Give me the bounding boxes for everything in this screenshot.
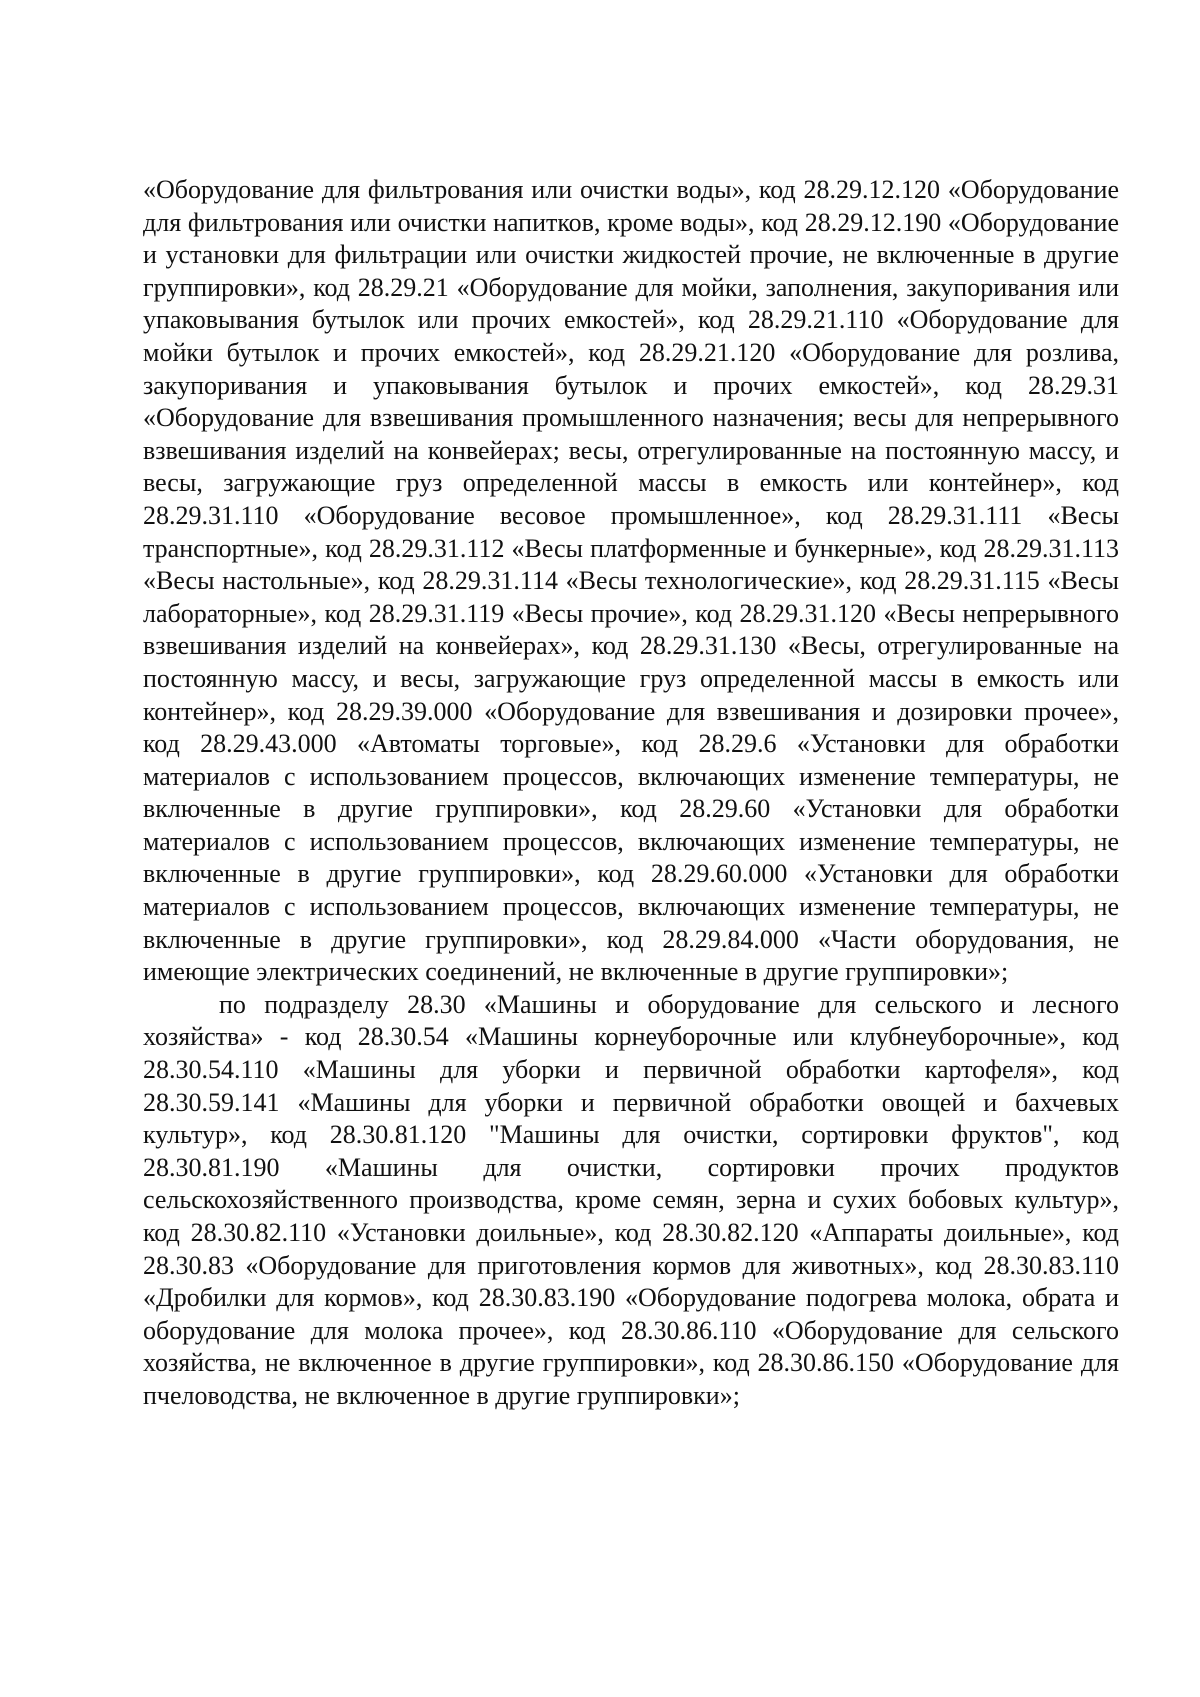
document-body xyxy=(143,174,1119,1413)
paragraph-equipment-list: «Оборудование для фильтрования или очистки воды», код 28.29.12.120 «Оборудование для фильтрования или очистки напитков, кроме воды», код 28.29.12.190 «Оборудование и установки для фильтрации или очистки жидкостей прочие, не включенные в другие группировки», код 28.29.21 «Оборудование для мойки, заполнения, закупоривания или упаковывания бутылок или прочих емкостей», код 28.29.21.110 «Оборудование для мойки бутылок и прочих емкостей», код 28.29.21.120 «Оборудование для розлива, закупоривания и упаковывания бутылок и прочих емкостей», код 28.29.31 «Оборудование для взвешивания промышленного назначения; весы для непрерывного взвешивания изделий на конвейерах; весы, отрегулированные на постоянную массу, и весы, загружающие груз определенной массы в емкость или контейнер», код 28.29.31.110 «Оборудование весовое промышленное», код 28.29.31.111 «Весы транспортные», код 28.29.31.112 «Весы платформенные и бункерные», код 28.29.31.113 «Весы настольные», код 28.29.31.114 «Весы технологические», код 28.29.31.115 «Весы лабораторные», код 28.29.31.119 «Весы прочие», код 28.29.31.120 «Весы непрерывного взвешивания изделий на конвейерах», код 28.29.31.130 «Весы, отрегулированные на постоянную массу, и весы, загружающие груз определенной массы в емкость или контейнер», код 28.29.39.000 «Оборудование для взвешивания и дозировки прочее», код 28.29.43.000 «Автоматы торговые», код 28.29.6 «Установки для обработки материалов с использованием процессов, включающих изменение температуры, не включенные в другие группировки», код 28.29.60 «Установки для обработки материалов с использованием процессов, включающих изменение температуры, не включенные в другие группировки», код 28.29.60.000 «Установки для обработки материалов с использованием процессов, включающих изменение температуры, не включенные в другие группировки», код 28.29.84.000 «Части оборудования, не имеющие электрических соединений, не включенные в другие группировки»; xyxy=(143,175,1119,987)
paragraph-subsection-28-30: по подразделу 28.30 «Машины и оборудование для сельского и лесного хозяйства» - код 28.30.54 «Машины корнеуборочные или клубнеуборочные», код 28.30.54.110 «Машины для уборки и первичной обработки картофеля», код 28.30.59.141 «Машины для уборки и первичной обработки овощей и бахчевых культур», код 28.30.81.120 "Машины для очистки, сортировки фруктов", код 28.30.81.190 «Машины для очистки, сортировки прочих продуктов сельскохозяйственного производства, кроме семян, зерна и сухих бобовых культур», код 28.30.82.110 «Установки доильные», код 28.30.82.120 «Аппараты доильные», код 28.30.83 «Оборудование для приготовления кормов для животных», код 28.30.83.110 «Дробилки для кормов», код 28.30.83.190 «Оборудование подогрева молока, обрата и оборудование для молока прочее», код 28.30.86.110 «Оборудование для сельского хозяйства, не включенное в другие группировки», код 28.30.86.150 «Оборудование для пчеловодства, не включенное в другие группировки»; xyxy=(143,989,1119,1410)
